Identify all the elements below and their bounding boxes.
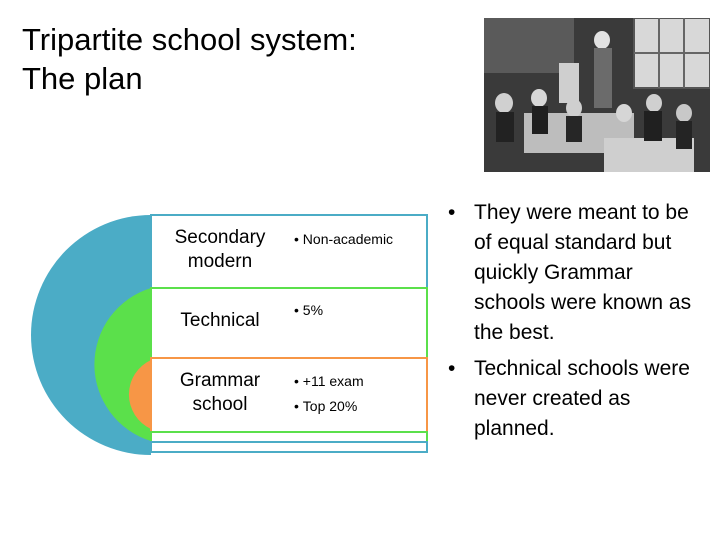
school-tier-diagram (30, 205, 435, 460)
note-item: • Technical schools were never created as planned. (446, 354, 708, 444)
row-bullets-grammar-school (294, 369, 429, 419)
row-bullets-secondary-modern (294, 227, 429, 252)
bullet-item: • +11 exam (294, 369, 429, 394)
notes-list (446, 198, 708, 450)
slide-title (22, 20, 452, 98)
title-line-2: The plan (22, 61, 143, 96)
row-label-grammar-school: Grammar school (179, 370, 261, 415)
row-label-technical: Technical (180, 310, 260, 331)
bullet-item: • Non-academic (294, 227, 429, 252)
row-bullets-technical (294, 298, 429, 323)
classroom-photo-icon (484, 18, 710, 172)
title-line-1: Tripartite school system: (22, 22, 357, 57)
row-label-secondary-modern: Secondary modern (174, 227, 266, 272)
note-item: • They were meant to be of equal standard but quickly Grammar schools were known as the best. (446, 198, 708, 348)
bullet-item: • Top 20% (294, 394, 429, 419)
bullet-item: • 5% (294, 298, 429, 323)
